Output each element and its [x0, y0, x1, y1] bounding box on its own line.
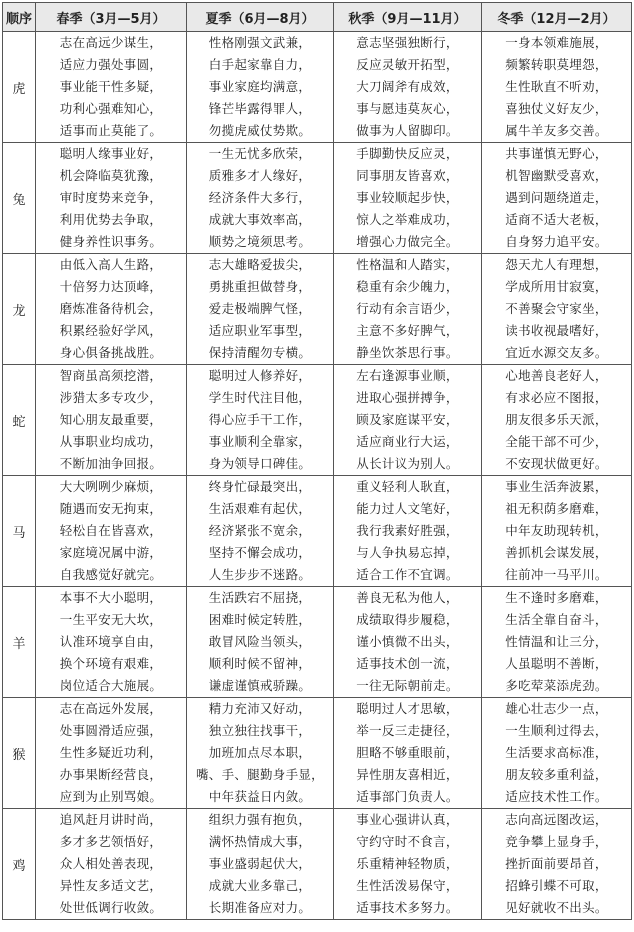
- verse-line: 见好就收不出头。: [505, 900, 608, 915]
- verse-line: 中年获益日内敛。: [208, 789, 312, 804]
- verse-line: 适应技术性工作。: [505, 789, 608, 804]
- verse-line: 共事谨慎无野心，: [505, 146, 608, 161]
- verse-line: 朋友很多乐天派，: [505, 412, 608, 427]
- verse-line: 大大咧咧少麻烦，: [59, 479, 163, 494]
- verse-line: 成就大业多靠己，: [208, 878, 312, 893]
- verse-line: 困难时候定转胜，: [208, 612, 312, 627]
- verse-line: 竞争攀上显身手，: [505, 834, 608, 849]
- verse-line: 性格刚强文武兼，: [208, 35, 312, 50]
- autumn-verse-cell: [334, 254, 482, 365]
- verse-line: 经济条件大多行，: [208, 190, 312, 205]
- verse-line: 生活艰难有起伏，: [208, 501, 312, 516]
- verse-line: 静坐饮茶思行事。: [356, 345, 459, 360]
- verse-line: 善良无私为他人，: [356, 590, 459, 605]
- verse-line: 适合工作不宜调。: [356, 567, 459, 582]
- summer-verse-cell: [187, 698, 334, 809]
- verse-line: 长期准备应对力。: [208, 900, 312, 915]
- header-row: [3, 3, 632, 32]
- verse-line: 意志坚强独断行，: [356, 35, 459, 50]
- verse-line: 中年友助现转机，: [505, 523, 608, 538]
- verse-line: 锋芒毕露得罪人，: [208, 101, 312, 116]
- verse-line: 适事部门负责人。: [356, 789, 459, 804]
- spring-verse-cell: [36, 587, 187, 698]
- verse-line: 众人相处善表现，: [59, 856, 163, 871]
- verse-line: 与人争执易忘掉，: [356, 545, 459, 560]
- summer-verse-cell: [187, 809, 334, 920]
- table-row: [3, 698, 632, 809]
- winter-verse-cell: [482, 254, 632, 365]
- verse-line: 审时度势来竞争，: [59, 190, 163, 205]
- verse-line: 随遇而安无拘束，: [59, 501, 163, 516]
- verse-line: 终身忙碌最突出，: [208, 479, 312, 494]
- verse-line: 利用优势去争取，: [59, 212, 163, 227]
- verse-line: 磨炼准备待机会，: [59, 301, 163, 316]
- verse-line: 积累经验好学风，: [59, 323, 163, 338]
- verse-line: 乐重精神轻物质，: [356, 856, 459, 871]
- verse-line: 一身本领难施展，: [505, 35, 608, 50]
- verse-line: 本事不大小聪明，: [59, 590, 163, 605]
- verse-line: 手脚勤快反应灵，: [356, 146, 459, 161]
- spring-verse-cell: [36, 809, 187, 920]
- verse-line: 心地善良老好人，: [505, 368, 608, 383]
- verse-line: 从事职业均成功，: [59, 434, 163, 449]
- verse-line: 生性耿直不听劝，: [505, 79, 608, 94]
- verse-line: 谦虚谨慎戒骄躁。: [208, 678, 312, 693]
- zodiac-cell: 羊: [3, 587, 36, 698]
- verse-line: 事业心强讲认真，: [356, 812, 459, 827]
- verse-line: 成绩取得步履稳，: [356, 612, 459, 627]
- verse-line: 岗位适合大施展。: [59, 678, 163, 693]
- verse-line: 有求必应不图报，: [505, 390, 608, 405]
- verse-line: 往前冲一马平川。: [505, 567, 608, 582]
- verse-line: 轻松自在皆喜欢，: [59, 523, 163, 538]
- header-autumn: 秋季（9月—11月）: [334, 3, 482, 32]
- verse-line: 事业顺利全靠家，: [208, 434, 312, 449]
- verse-line: 左右逢源事业顺，: [356, 368, 459, 383]
- autumn-verse-cell: [334, 476, 482, 587]
- verse-line: 顾及家庭谋平安，: [356, 412, 459, 427]
- autumn-verse-cell: [334, 809, 482, 920]
- verse-line: 怨天尤人有理想，: [505, 257, 608, 272]
- verse-line: 举一反三走捷径，: [356, 723, 459, 738]
- verse-line: 一生平安无大坎，: [59, 612, 163, 627]
- autumn-verse-cell: [334, 365, 482, 476]
- verse-line: 知心朋友最重要，: [59, 412, 163, 427]
- verse-line: 增强心力做完全。: [356, 234, 459, 249]
- verse-line: 聪明人缘事业好，: [59, 146, 163, 161]
- verse-line: 适应商业行大运，: [356, 434, 459, 449]
- verse-line: 遇到问题绕道走，: [505, 190, 608, 205]
- verse-line: 祖无积荫多磨难，: [505, 501, 608, 516]
- verse-line: 适事而止莫能了。: [59, 123, 163, 138]
- verse-line: 嘴、手、腿勤身手显，: [195, 767, 324, 782]
- verse-line: 自身努力追平安。: [505, 234, 608, 249]
- verse-line: 胆略不够重眼前，: [356, 745, 459, 760]
- verse-line: 勇挑重担做替身，: [208, 279, 312, 294]
- verse-line: 自我感觉好就完。: [59, 567, 163, 582]
- zodiac-cell: 猴: [3, 698, 36, 809]
- verse-line: 不断加油争回报。: [59, 456, 163, 471]
- verse-line: 事业能干性多疑，: [59, 79, 163, 94]
- verse-line: 属牛羊友多交善。: [505, 123, 608, 138]
- verse-line: 家庭境况属中游，: [59, 545, 163, 560]
- verse-line: 机智幽默受喜欢，: [505, 168, 608, 183]
- verse-line: 雄心壮志少一点，: [505, 701, 608, 716]
- verse-line: 性格温和人踏实，: [356, 257, 459, 272]
- summer-verse-cell: [187, 254, 334, 365]
- table-row: [3, 476, 632, 587]
- table-header: [3, 3, 632, 32]
- header-summer: 夏季（6月—8月）: [187, 3, 334, 32]
- verse-line: 我行我素好胜强，: [356, 523, 459, 538]
- verse-line: 挫折面前要昂首，: [505, 856, 608, 871]
- verse-line: 功利心强难知心，: [59, 101, 163, 116]
- header-order: 顺序: [3, 3, 36, 32]
- summer-verse-cell: [187, 587, 334, 698]
- verse-line: 敢冒风险当领头，: [208, 634, 312, 649]
- verse-line: 喜独仗义好友少，: [505, 101, 608, 116]
- spring-verse-cell: [36, 365, 187, 476]
- verse-line: 顺势之境须思考。: [208, 234, 312, 249]
- verse-line: 处世低调行收敛。: [59, 900, 163, 915]
- verse-line: 生性活泼易保守，: [356, 878, 459, 893]
- verse-line: 志大雄略爱拔尖，: [208, 257, 312, 272]
- verse-line: 爱走极端脾气怪，: [208, 301, 312, 316]
- verse-line: 适商不适大老板，: [505, 212, 608, 227]
- verse-line: 事业家庭均满意，: [208, 79, 312, 94]
- verse-line: 经济紧张不宽余，: [208, 523, 312, 538]
- zodiac-cell: 兔: [3, 143, 36, 254]
- verse-line: 顺利时候不留神，: [208, 656, 312, 671]
- verse-line: 性情温和让三分，: [505, 634, 608, 649]
- verse-line: 坚持不懈会成功，: [208, 545, 312, 560]
- verse-line: 生不逢时多磨难，: [505, 590, 608, 605]
- verse-line: 涉猎太多专攻少，: [59, 390, 163, 405]
- verse-line: 重义轻利人耿直，: [356, 479, 459, 494]
- verse-line: 异性友多适文艺，: [59, 878, 163, 893]
- verse-line: 追风赶月讲时尚，: [59, 812, 163, 827]
- verse-line: 人虽聪明不善断，: [505, 656, 608, 671]
- autumn-verse-cell: [334, 32, 482, 143]
- verse-line: 志在高远少谋生，: [59, 35, 163, 50]
- verse-line: 进取心强拼搏争，: [356, 390, 459, 405]
- verse-line: 主意不多好脾气，: [356, 323, 459, 338]
- verse-line: 适事技术多努力。: [356, 900, 459, 915]
- summer-verse-cell: [187, 476, 334, 587]
- verse-line: 适事技术创一流，: [356, 656, 459, 671]
- verse-line: 志向高远图改运，: [505, 812, 608, 827]
- verse-line: 十倍努力达顶峰，: [59, 279, 163, 294]
- verse-line: 反应灵敏开拓型，: [356, 57, 459, 72]
- verse-line: 生活要求高标准，: [505, 745, 608, 760]
- verse-line: 招蜂引蝶不可取，: [505, 878, 608, 893]
- verse-line: 组织力强有抱负，: [208, 812, 312, 827]
- verse-line: 朋友较多重利益，: [505, 767, 608, 782]
- verse-line: 精力充沛又好动，: [208, 701, 312, 716]
- zodiac-cell: 蛇: [3, 365, 36, 476]
- summer-verse-cell: [187, 143, 334, 254]
- spring-verse-cell: [36, 143, 187, 254]
- winter-verse-cell: [482, 32, 632, 143]
- summer-verse-cell: [187, 365, 334, 476]
- spring-verse-cell: [36, 698, 187, 809]
- verse-line: 聪明过人修养好，: [208, 368, 312, 383]
- spring-verse-cell: [36, 476, 187, 587]
- verse-line: 事业较顺起步快，: [356, 190, 459, 205]
- verse-line: 处事圆滑适应强，: [59, 723, 163, 738]
- table-body: [3, 32, 632, 920]
- verse-line: 谨小慎微不出头，: [356, 634, 459, 649]
- verse-line: 独立独往找事干，: [208, 723, 312, 738]
- verse-line: 善抓机会谋发展，: [505, 545, 608, 560]
- winter-verse-cell: [482, 476, 632, 587]
- winter-verse-cell: [482, 143, 632, 254]
- zodiac-cell: 虎: [3, 32, 36, 143]
- verse-line: 稳重有余少魄力，: [356, 279, 459, 294]
- verse-line: 学成所用甘寂寞，: [505, 279, 608, 294]
- verse-line: 异性朋友喜相近，: [356, 767, 459, 782]
- verse-line: 办事果断经营良，: [59, 767, 163, 782]
- table-row: [3, 143, 632, 254]
- verse-line: 一往无际朝前走。: [356, 678, 459, 693]
- verse-line: 换个环境有艰难，: [59, 656, 163, 671]
- verse-line: 事业生活奔波累，: [505, 479, 608, 494]
- verse-line: 行动有余言语少，: [356, 301, 459, 316]
- verse-line: 质雅多才人缘好，: [208, 168, 312, 183]
- zodiac-cell: 龙: [3, 254, 36, 365]
- verse-line: 频繁转职莫埋怨，: [505, 57, 608, 72]
- verse-line: 机会降临莫犹豫，: [59, 168, 163, 183]
- verse-line: 多才多艺领悟好，: [59, 834, 163, 849]
- verse-line: 志在高远外发展，: [59, 701, 163, 716]
- verse-line: 满怀热情成大事，: [208, 834, 312, 849]
- table-row: [3, 365, 632, 476]
- verse-line: 惊人之举难成功，: [356, 212, 459, 227]
- summer-verse-cell: [187, 32, 334, 143]
- verse-line: 白手起家靠自力，: [208, 57, 312, 72]
- winter-verse-cell: [482, 587, 632, 698]
- verse-line: 宜近水源交友多。: [505, 345, 608, 360]
- verse-line: 从长计议为别人。: [356, 456, 459, 471]
- verse-line: 能力过人文笔好，: [356, 501, 459, 516]
- verse-line: 得心应手干工作，: [208, 412, 312, 427]
- verse-line: 同事朋友皆喜欢，: [356, 168, 459, 183]
- verse-line: 加班加点尽本职，: [208, 745, 312, 760]
- header-winter: 冬季（12月—2月）: [482, 3, 632, 32]
- verse-line: 一生顺利过得去，: [505, 723, 608, 738]
- verse-line: 生活全靠自奋斗，: [505, 612, 608, 627]
- zodiac-season-table: [2, 2, 632, 920]
- winter-verse-cell: [482, 365, 632, 476]
- verse-line: 读书收视最嗜好，: [505, 323, 608, 338]
- header-spring: 春季（3月—5月）: [36, 3, 187, 32]
- verse-line: 事业盛弱起伏大，: [208, 856, 312, 871]
- fortune-table-wrapper: [2, 2, 632, 920]
- verse-line: 学生时代注目他，: [208, 390, 312, 405]
- verse-line: 由低入高人生路，: [59, 257, 163, 272]
- verse-line: 大刀阔斧有成效，: [356, 79, 459, 94]
- verse-line: 生活跌宕不屈挠，: [208, 590, 312, 605]
- verse-line: 生性多疑近功利，: [59, 745, 163, 760]
- verse-line: 身为领导口碑佳。: [208, 456, 312, 471]
- verse-line: 适应职业军事型，: [208, 323, 312, 338]
- verse-line: 智商虽高须挖潜，: [59, 368, 163, 383]
- verse-line: 全能干部不可少，: [505, 434, 608, 449]
- verse-line: 应到为止别骂娘。: [59, 789, 163, 804]
- table-row: [3, 32, 632, 143]
- table-row: [3, 254, 632, 365]
- table-row: [3, 809, 632, 920]
- zodiac-cell: 马: [3, 476, 36, 587]
- autumn-verse-cell: [334, 143, 482, 254]
- autumn-verse-cell: [334, 587, 482, 698]
- verse-line: 成就大事效率高，: [208, 212, 312, 227]
- verse-line: 勿揽虎威仗势欺。: [208, 123, 312, 138]
- verse-line: 多吃荤菜添虎劲。: [505, 678, 608, 693]
- table-row: [3, 587, 632, 698]
- verse-line: 一生无忧多欣荣，: [208, 146, 312, 161]
- spring-verse-cell: [36, 32, 187, 143]
- verse-line: 健身养性识事务。: [59, 234, 163, 249]
- winter-verse-cell: [482, 698, 632, 809]
- zodiac-cell: 鸡: [3, 809, 36, 920]
- verse-line: 不善聚会守家坐，: [505, 301, 608, 316]
- verse-line: 守约守时不食言，: [356, 834, 459, 849]
- verse-line: 人生步步不迷路。: [208, 567, 312, 582]
- verse-line: 认准环境享自由，: [59, 634, 163, 649]
- autumn-verse-cell: [334, 698, 482, 809]
- verse-line: 做事为人留脚印。: [356, 123, 459, 138]
- winter-verse-cell: [482, 809, 632, 920]
- verse-line: 聪明过人才思敏，: [356, 701, 459, 716]
- spring-verse-cell: [36, 254, 187, 365]
- verse-line: 身心俱备挑战胜。: [59, 345, 163, 360]
- verse-line: 适应力强处事圆，: [59, 57, 163, 72]
- verse-line: 保持清醒勿专横。: [208, 345, 312, 360]
- verse-line: 事与愿违莫灰心，: [356, 101, 459, 116]
- verse-line: 不安现状做更好。: [505, 456, 608, 471]
